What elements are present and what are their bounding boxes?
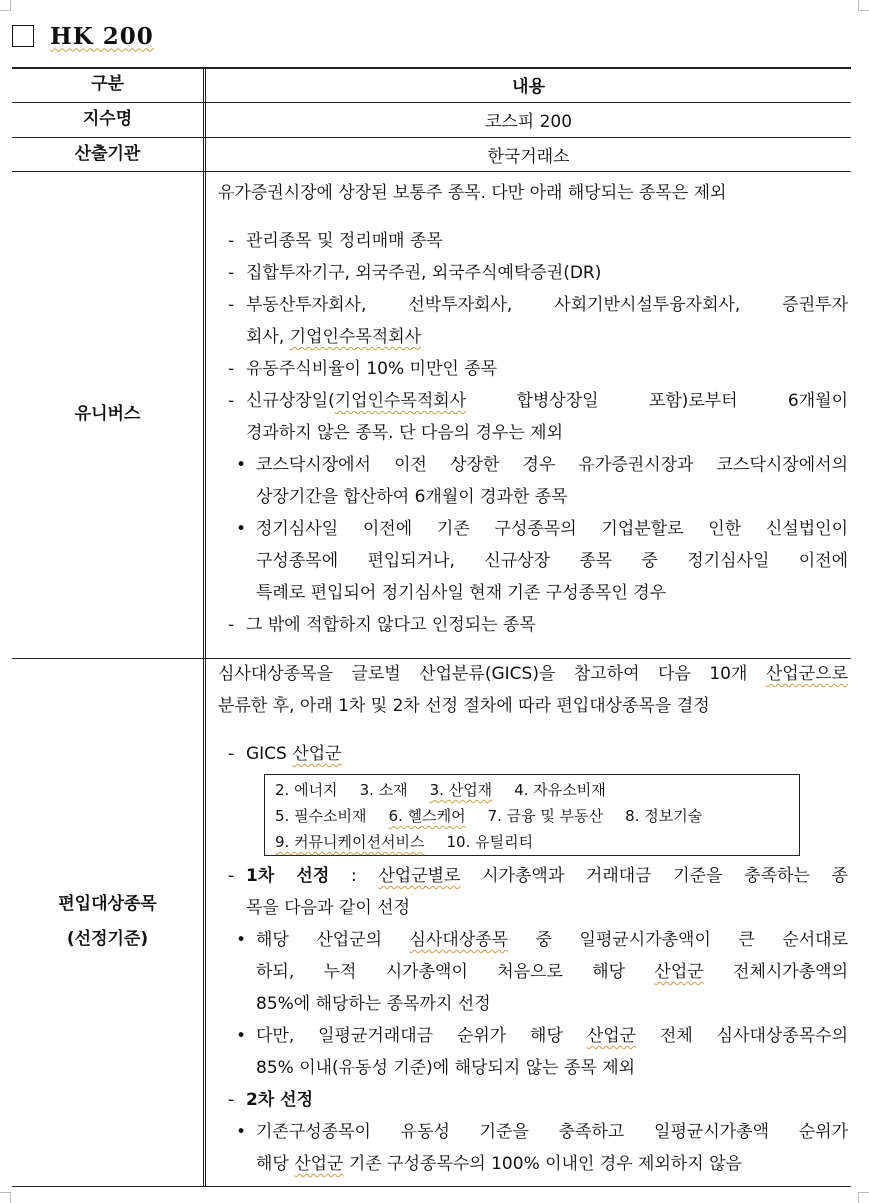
gics-sector: 8. 정보기술 bbox=[625, 807, 703, 825]
first-selection: - 1차 선정 : 산업군별로 시가총액과 거래대금 기준을 충족하는 종 목을 다음과 같이 선정 bbox=[218, 860, 848, 924]
inclusion-label: 편입대상종목 (선정기준) bbox=[58, 894, 157, 949]
gics-sector: 9. 커뮤니케이션서비스 bbox=[275, 833, 425, 851]
universe-exception: • 정기심사일 이전에 기존 구성종목의 기업분할로 인한 신설법인이 구성종목에 편입되거나, 신규상장 종목 중 정기심사일 이전에 특례로 편입되어 정기심사일 현재 기존 구성종목인 경우 bbox=[218, 513, 848, 609]
gics-sector: 10. 유틸리티 bbox=[446, 833, 534, 851]
universe-exception: • 코스닥시장에서 이전 상장한 경우 유가증권시장과 코스닥시장에서의 상장기간을 합산하여 6개월이 경과한 종목 bbox=[218, 449, 848, 513]
gics-sector-box bbox=[264, 774, 800, 856]
index-spec-table bbox=[12, 67, 851, 1187]
universe-item: - 관리종목 및 정리매매 종목 bbox=[218, 225, 848, 257]
gics-row bbox=[275, 803, 789, 829]
universe-item: - 유동주식비율이 10% 미만인 종목 bbox=[218, 353, 848, 385]
gics-sector: 6. 헬스케어 bbox=[388, 807, 466, 825]
gics-sector: 3. 산업재 bbox=[429, 781, 493, 799]
gics-row bbox=[275, 829, 789, 855]
heading-title: HK 200 bbox=[50, 22, 154, 50]
universe-item: - 집합투자기구, 외국주권, 외국주식예탁증권(DR) bbox=[218, 257, 848, 289]
index-name-label: 지수명 bbox=[82, 109, 133, 129]
gics-sector: 4. 자유소비재 bbox=[514, 781, 606, 799]
header-col-content: 내용 bbox=[512, 77, 545, 97]
gics-sector: 5. 필수소비재 bbox=[275, 807, 367, 825]
checkbox-square-icon bbox=[12, 25, 34, 47]
second-selection: - 2차 선정 bbox=[218, 1084, 848, 1116]
gics-row bbox=[275, 777, 789, 803]
universe-item: - 그 밖에 적합하지 않다고 인정되는 종목 bbox=[218, 609, 848, 641]
column-divider bbox=[203, 67, 206, 1187]
corner-mark bbox=[0, 1192, 11, 1203]
inclusion-intro: 심사대상종목을 글로벌 산업분류(GICS)을 참고하여 다음 10개 산업군으로 bbox=[218, 664, 848, 684]
gics-title: - GICS 산업군 bbox=[218, 738, 848, 770]
index-name-value: 코스피 200 bbox=[484, 112, 573, 132]
universe-label: 유니버스 bbox=[74, 404, 141, 424]
gics-sector: 2. 에너지 bbox=[275, 781, 338, 799]
universe-content bbox=[218, 177, 848, 641]
gics-sector: 3. 소재 bbox=[359, 781, 408, 799]
table-rule bbox=[12, 1186, 851, 1187]
second-selection-rule: • 기존구성종목이 유동성 기준을 충족하고 일평균시가총액 순위가 해당 산업군 기존 구성종목수의 100% 이내인 경우 제외하지 않음 bbox=[218, 1116, 848, 1180]
header-col-category: 구분 bbox=[91, 74, 124, 94]
first-selection-rule: • 다만, 일평균거래대금 순위가 해당 산업군 전체 심사대상종목수의 85% 이내(유동성 기준)에 해당되지 않는 종목 제외 bbox=[218, 1020, 848, 1084]
calc-agency-label: 산출기관 bbox=[74, 143, 141, 164]
corner-mark bbox=[0, 0, 11, 11]
universe-item: - 부동산투자회사, 선박투자회사, 사회기반시설투융자회사, 증권투자 회사, 기업인수목적회사 bbox=[218, 289, 848, 353]
calc-agency-value: 한국거래소 bbox=[487, 146, 570, 167]
gics-sector: 7. 금융 및 부동산 bbox=[487, 807, 604, 825]
universe-item: - 신규상장일(기업인수목적회사 합병상장일 포함)로부터 6개월이 경과하지 않은 종목. 단 다음의 경우는 제외 bbox=[218, 385, 848, 449]
section-heading bbox=[12, 20, 154, 52]
first-selection-rule: • 해당 산업군의 심사대상종목 중 일평균시가총액이 큰 순서대로 하되, 누적 시가총액이 처음으로 해당 산업군 전체시가총액의 85%에 해당하는 종목까지 선정 bbox=[218, 924, 848, 1020]
corner-mark bbox=[858, 0, 869, 11]
inclusion-content: 심사대상종목을 글로벌 산업분류(GICS)을 참고하여 다음 10개 산업군으로 분류한 후, 아래 1차 및 2차 선정 절차에 따라 편입대상종목을 결정 - GICS 산업군 2. 에너지 3. 소재 3. 산업재 4. 자유소비재 5. 필수소비재 6. 헬스케어 7. 금융 및 부동산 8. 정보기술 9. 커뮤니케이션서비스 10. 유틸리티 - 1차 선정 : 산업군별로 시가총액과 거래대금 기준을 충족하는 종 목을 다음과 같이 선정 • 해당 산업군의 심사대상종목 중 일평균시가총액이 큰 순서대로 하되, 누적 시가총액이 처음으로 해당 산업군 전체시가총액의 85%에 해당하는 종목까지 선정 • 다만, 일평균거래대금 순위가 해당 산업군 전체 심사대상종목수의 85% 이내(유동성 기준)에 해당되지 않는 종목 제외 - 2차 선정 • 기존구성종목이 유동성 기준을 충족하고 일평균시가총액 순위가 해당 산업군 기존 구성종목수의 100% 이내인 경우 제외하지 않음 bbox=[218, 658, 848, 1180]
universe-intro: 유가증권시장에 상장된 보통주 종목. 다만 아래 해당되는 종목은 제외 bbox=[218, 183, 727, 203]
corner-mark bbox=[858, 1192, 869, 1203]
